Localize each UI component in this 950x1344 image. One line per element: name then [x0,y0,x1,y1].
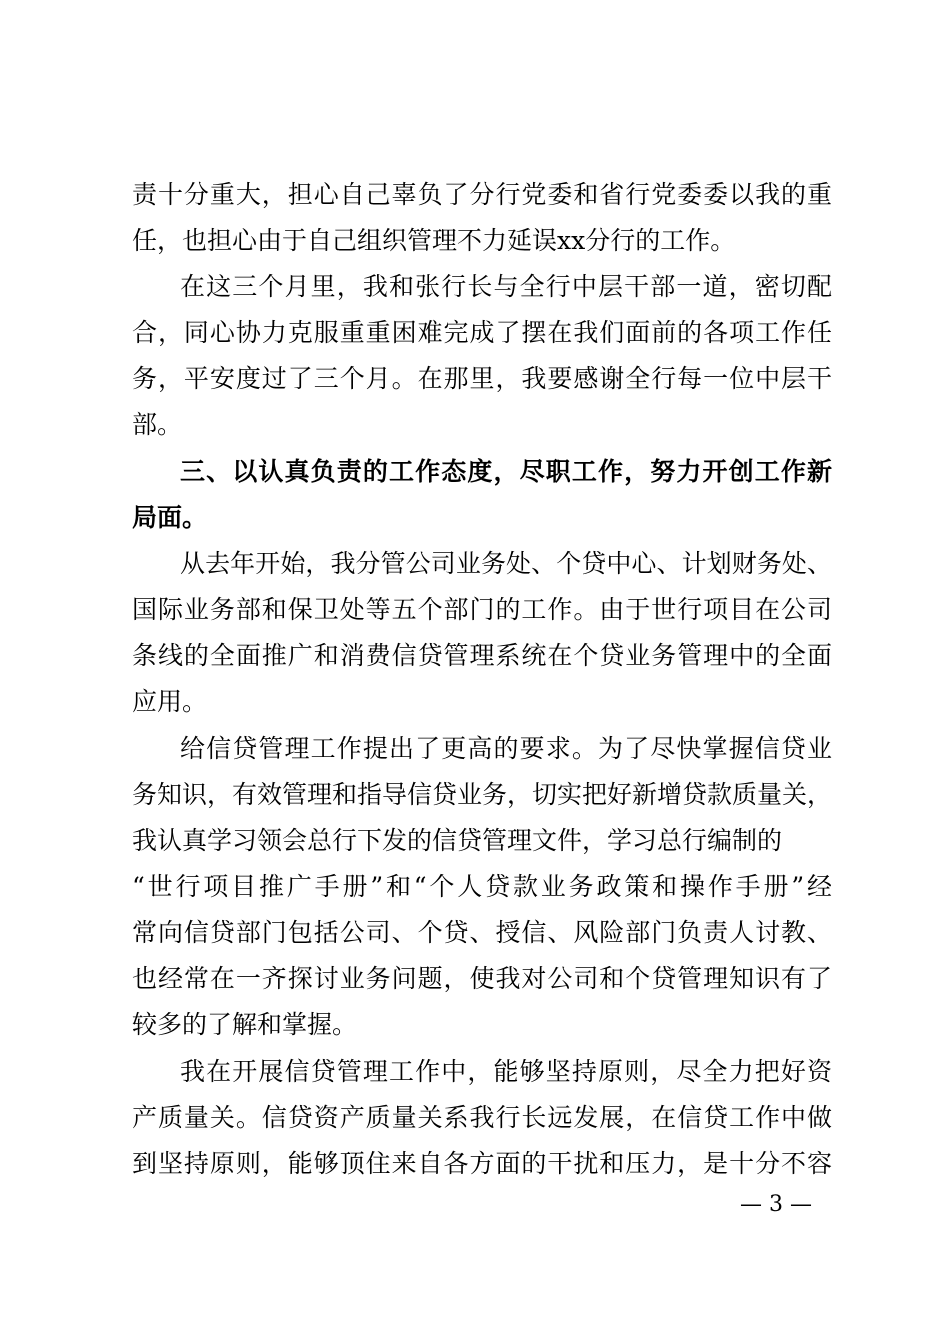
text-line: 到坚持原则，能够顶住来自各方面的干扰和压力，是十分不容 [132,1149,832,1178]
text-line: 责十分重大，担心自己辜负了分行党委和省行党委委以我的重 [132,180,832,209]
text-line: 务知识，有效管理和指导信贷业务，切实把好新增贷款质量关， [132,780,833,809]
text-line: 我在开展信贷管理工作中，能够坚持原则，尽全力把好资 [180,1057,832,1086]
text-line: 常向信贷部门包括公司、个贷、授信、风险部门负责人讨教、 [132,918,832,947]
text-line: 国际业务部和保卫处等五个部门的工作。由于世行项目在公司 [132,595,832,624]
text-line: 合，同心协力克服重重困难完成了摆在我们面前的各项工作任 [132,318,832,347]
text-line: 我认真学习领会总行下发的信贷管理文件，学习总行编制的 [132,826,783,855]
text-line: 在这三个月里，我和张行长与全行中层干部一道，密切配 [180,272,832,301]
text-line: 部。 [132,410,183,439]
text-line: 应用。 [132,687,208,716]
page-number: — 3 — [740,1192,812,1217]
text-line: 务，平安度过了三个月。在那里，我要感谢全行每一位中层干 [132,364,832,393]
text-line: “世行项目推广手册”和“个人贷款业务政策和操作手册”经 [132,872,832,901]
text-line: 任，也担心由于自己组织管理不力延误xx分行的工作。 [132,226,736,255]
text-line: 条线的全面推广和消费信贷管理系统在个贷业务管理中的全面 [132,641,832,670]
text-line: 也经常在一齐探讨业务问题，使我对公司和个贷管理知识有了 [132,964,832,993]
text-line: 给信贷管理工作提出了更高的要求。为了尽快掌握信贷业 [180,734,832,763]
text-line: 从去年开始，我分管公司业务处、个贷中心、计划财务处、 [180,549,832,578]
text-line: 较多的了解和掌握。 [132,1010,358,1039]
section-heading: 三、以认真负责的工作态度，尽职工作，努力开创工作新 [180,457,832,486]
text-line: 产质量关。信贷资产质量关系我行长远发展，在信贷工作中做 [132,1103,832,1132]
section-heading: 局面。 [132,503,208,532]
